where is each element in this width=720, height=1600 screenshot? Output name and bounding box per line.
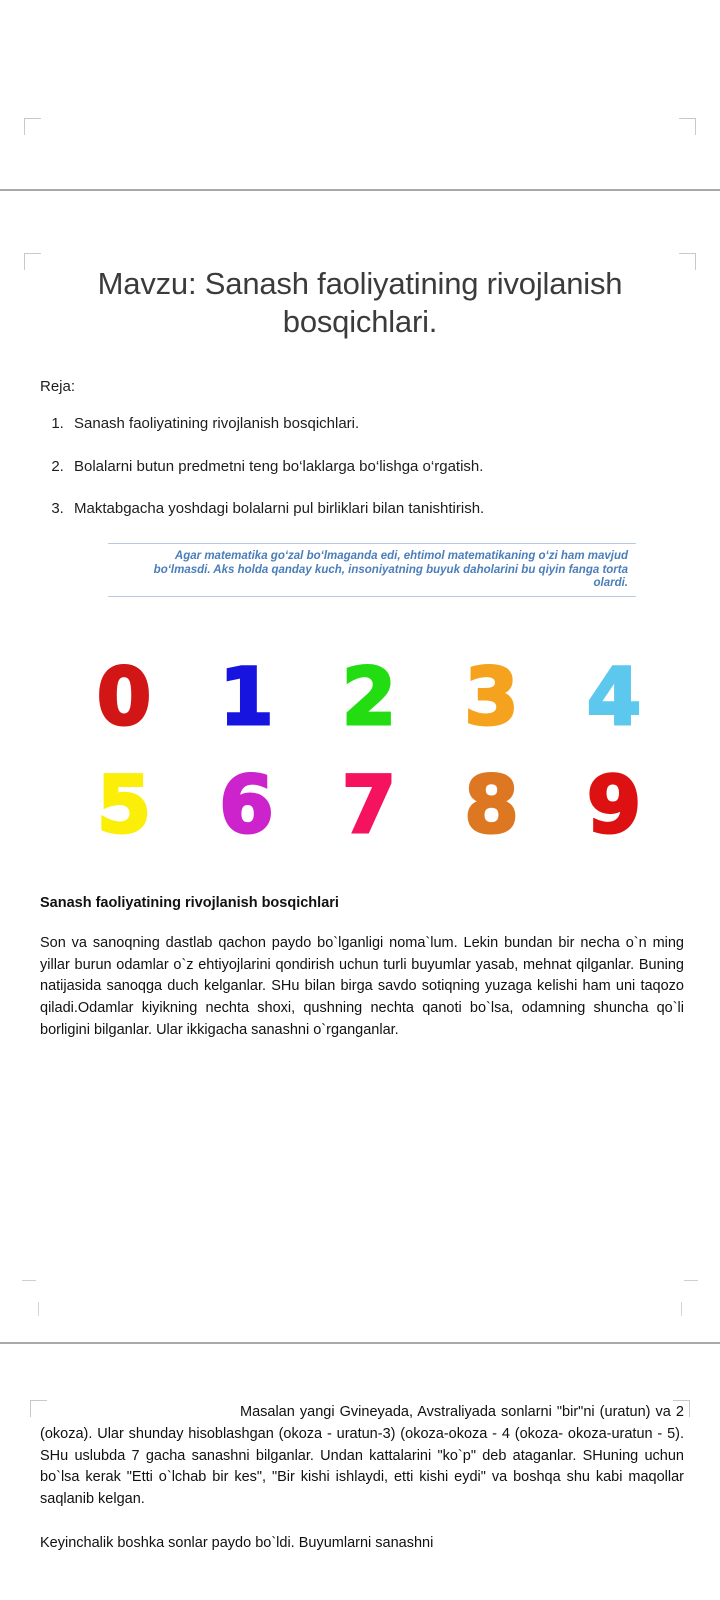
crop-mark-top-left [24,118,41,135]
crop-mark-top-right [679,118,696,135]
page2-paragraph-two: Keyinchalik boshka sonlar paydo bo`ldi. Buyumlarni sanashni [40,1534,434,1551]
digit-0: 0 [96,653,152,744]
digit-6: 6 [219,761,274,852]
digit-9: 9 [586,761,642,852]
plan-list-item: 1. Sanash faoliyatining rivojlanish bosqichlari. [68,415,680,434]
plan-label: Reja: [40,377,76,395]
epigraph-text: Agar matematika go‘zal bo‘lmaganda edi, ehtimol matematikaning o‘zi ham mavjud bo‘lmasdi. Aks holda qanday kuch, insoniyatning buyuk daholarini bu qiyin fanga torta olardi. [153,550,628,590]
digit-3: 3 [464,653,519,744]
digit-2: 2 [341,653,397,744]
plan-list [0,395,720,519]
body-paragraph: Son va sanoqning dastlab qachon paydo bo`lganligi noma`lum. Lekin bundan bir necha o`n ming yillar burun odamlar o`z ehtiyojlarini qondirish uchun turli buyumlar yasab, mehnat qilganlar. Buning natijasida sanoqga duch kelganlar. SHu bilan birga savdo sotiqning yuzaga kelishi ham uni taqozo qiladi.Odamlar kiyikning nechta shoxi, qushning nechta qanoti bo`lsa, odamning shuncha qo`li borligini bilganlar. Ular ikkigacha sanashni o`rganganlar. [40,934,684,1038]
digit-4: 4 [586,653,642,744]
epigraph-block [108,543,636,597]
document-page-2 [0,1344,720,1600]
digit-1: 1 [219,653,274,744]
document-page-1 [0,191,720,1342]
digit-5: 5 [96,761,152,852]
plan-list-item: 3. Maktabgacha yoshdagi bolalarni pul birliklari bilan tanishtirish. [68,500,680,519]
digit-8: 8 [464,761,519,852]
digits-illustration [0,653,720,852]
page-title: Mavzu: Sanash faoliyatining rivojlanish bosqichlari. [97,266,623,340]
digit-7: 7 [341,761,397,852]
digit-row-top [78,653,660,744]
section-heading: Sanash faoliyatining rivojlanish bosqichlari [40,894,339,911]
page2-paragraph-one: Masalan yangi Gvineyada, Avstraliyada sonlarni "bir"ni (uratun) va 2 (okoza). Ular shunday hisoblashgan (okoza - uratun-3) (okoza-okoza - 4 (okoza- okoza-uratun - 5). SHu uslubda 7 gacha sanashni bilganlar. Undan kattalarini "ko`p" deb ataganlar. SHuning uchun bo`lsa kerak "Etti o`lchab bir kes", "Bir kishi ishlaydi, etti kishi eydi" va boshqa shu kabi maqollar saqlanib kelgan. [40,1404,684,1507]
plan-list-item: 2. Bolalarni butun predmetni teng bo‘laklarga bo‘lishga o‘rgatish. [68,458,680,477]
digit-row-bottom [78,761,660,852]
